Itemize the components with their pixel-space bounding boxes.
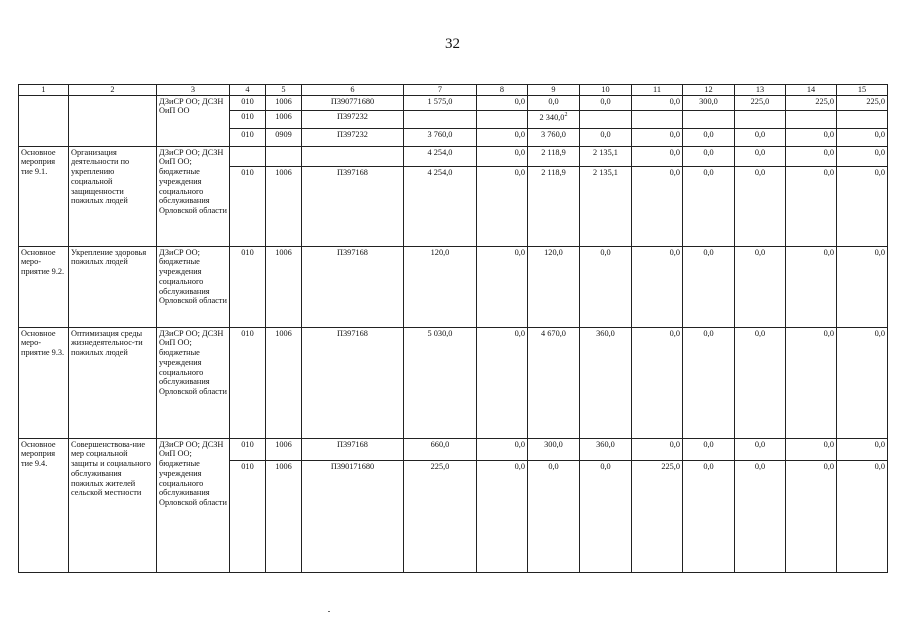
value-cell: 0,0: [735, 128, 786, 146]
executor-cell: ДЗиСР ОО; ДСЗН ОиП ОО: [157, 95, 230, 146]
rzpr-cell: 1006: [266, 166, 302, 246]
grbs-cell: 010: [230, 110, 266, 128]
value-cell: 0,0: [786, 166, 837, 246]
grbs-cell: 010: [230, 95, 266, 110]
grbs-cell: [230, 146, 266, 166]
csr-cell: [302, 146, 404, 166]
header-cell: 3: [157, 85, 230, 96]
value-cell: 0,0: [786, 128, 837, 146]
header-cell: 14: [786, 85, 837, 96]
grbs-cell: 010: [230, 438, 266, 460]
value-cell: 0,0: [683, 327, 735, 438]
header-cell: 12: [683, 85, 735, 96]
page-number: 32: [445, 36, 460, 52]
value-cell: 2 135,1: [580, 166, 632, 246]
value-cell: 0,0: [735, 327, 786, 438]
value-cell: 0,0: [477, 166, 528, 246]
value-cell: 0,0: [735, 146, 786, 166]
header-cell: 2: [69, 85, 157, 96]
value-cell: [528, 110, 580, 128]
value-cell: 3 760,0: [404, 128, 477, 146]
rzpr-cell: [266, 146, 302, 166]
measure-cell: Основное мероприя тие 9.4.: [19, 438, 69, 572]
value-cell: 0,0: [477, 128, 528, 146]
value-cell: 0,0: [477, 327, 528, 438]
rzpr-cell: 1006: [266, 110, 302, 128]
csr-cell: П397168: [302, 327, 404, 438]
value-cell: 0,0: [632, 246, 683, 327]
header-cell: 5: [266, 85, 302, 96]
header-cell: 13: [735, 85, 786, 96]
value-cell: [477, 110, 528, 128]
measure-cell: [19, 95, 69, 146]
measure-name-cell: [69, 95, 157, 146]
value-cell: 0,0: [837, 327, 888, 438]
value-cell: 0,0: [683, 128, 735, 146]
value-cell: 360,0: [580, 327, 632, 438]
value-cell: 225,0: [837, 95, 888, 110]
header-cell: 9: [528, 85, 580, 96]
value-cell: 0,0: [735, 438, 786, 460]
csr-cell: П397168: [302, 438, 404, 460]
value-cell: 0,0: [632, 95, 683, 110]
csr-cell: П390171680: [302, 460, 404, 572]
value-cell: 300,0: [528, 438, 580, 460]
measure-name-cell: Совершенствова-ние мер социальной защиты и социального обслуживания пожилых жителей сельской местности: [69, 438, 157, 572]
value-cell: [683, 110, 735, 128]
value-cell: 0,0: [632, 327, 683, 438]
header-cell: 6: [302, 85, 404, 96]
rzpr-cell: 1006: [266, 246, 302, 327]
csr-cell: П390771680: [302, 95, 404, 110]
executor-cell: ДЗиСР ОО; бюджетные учреждения социального обслуживания Орловской области: [157, 246, 230, 327]
header-cell: 10: [580, 85, 632, 96]
value-cell: 0,0: [580, 246, 632, 327]
scan-speck: [328, 611, 330, 612]
table-header-row: [19, 85, 888, 96]
value-cell: [786, 110, 837, 128]
value-cell: 0,0: [837, 128, 888, 146]
table-row: [19, 438, 888, 460]
value-cell: 0,0: [786, 146, 837, 166]
value-cell: 4 254,0: [404, 166, 477, 246]
value-cell: 0,0: [632, 438, 683, 460]
value-cell: 0,0: [735, 166, 786, 246]
grbs-cell: 010: [230, 327, 266, 438]
header-cell: 11: [632, 85, 683, 96]
measure-cell: Основное меро-приятие 9.3.: [19, 327, 69, 438]
value-cell: [735, 110, 786, 128]
csr-cell: П397168: [302, 246, 404, 327]
table-row: [19, 327, 888, 438]
value-cell: 120,0: [404, 246, 477, 327]
header-cell: 8: [477, 85, 528, 96]
executor-cell: ДЗиСР ОО; ДСЗН ОиП ОО; бюджетные учреждения социального обслуживания Орловской области: [157, 146, 230, 246]
value-cell: 0,0: [683, 460, 735, 572]
header-cell: 4: [230, 85, 266, 96]
value-cell: 0,0: [683, 166, 735, 246]
value-cell: 0,0: [580, 460, 632, 572]
value-cell: 1 575,0: [404, 95, 477, 110]
value-cell: 4 254,0: [404, 146, 477, 166]
value-cell: 3 760,0: [528, 128, 580, 146]
value-cell: 0,0: [683, 438, 735, 460]
value-cell: 0,0: [837, 246, 888, 327]
value-cell: 2 118,9: [528, 146, 580, 166]
value-cell: 225,0: [786, 95, 837, 110]
value-cell: 225,0: [404, 460, 477, 572]
header-cell: 1: [19, 85, 69, 96]
value-cell: 360,0: [580, 438, 632, 460]
value-cell: 0,0: [735, 246, 786, 327]
value-cell: 0,0: [683, 146, 735, 166]
value-cell: 0,0: [683, 246, 735, 327]
value-cell: 120,0: [528, 246, 580, 327]
value-cell: 0,0: [837, 166, 888, 246]
value-cell: 0,0: [786, 327, 837, 438]
table-row: [19, 95, 888, 110]
value-cell: 0,0: [528, 95, 580, 110]
rzpr-cell: 0909: [266, 128, 302, 146]
value-cell: 0,0: [580, 128, 632, 146]
value-cell: [632, 110, 683, 128]
csr-cell: П397168: [302, 166, 404, 246]
executor-cell: ДЗиСР ОО; ДСЗН ОиП ОО; бюджетные учреждения социального обслуживания Орловской области: [157, 327, 230, 438]
measure-name-cell: Оптимизация среды жизнедеятельнос-ти пожилых людей: [69, 327, 157, 438]
table-row: [19, 246, 888, 327]
value-cell: 0,0: [786, 246, 837, 327]
value-cell: 300,0: [683, 95, 735, 110]
value-cell: 225,0: [632, 460, 683, 572]
executor-cell: ДЗиСР ОО; ДСЗН ОиП ОО; бюджетные учреждения социального обслуживания Орловской области: [157, 438, 230, 572]
value-cell: 0,0: [735, 460, 786, 572]
footnote-mark: 2: [564, 111, 568, 118]
measure-name-cell: Организация деятельности по укреплению социальной защищенности пожилых людей: [69, 146, 157, 246]
value-cell: [580, 110, 632, 128]
csr-cell: П397232: [302, 110, 404, 128]
value-cell: 0,0: [632, 146, 683, 166]
value-cell: 0,0: [837, 460, 888, 572]
grbs-cell: 010: [230, 128, 266, 146]
header-cell: 15: [837, 85, 888, 96]
value-cell: 0,0: [632, 128, 683, 146]
value-cell: 0,0: [837, 146, 888, 166]
value-cell: 0,0: [477, 246, 528, 327]
grbs-cell: 010: [230, 166, 266, 246]
value-cell: 0,0: [580, 95, 632, 110]
value-cell: 660,0: [404, 438, 477, 460]
value-cell: 0,0: [786, 460, 837, 572]
header-cell: 7: [404, 85, 477, 96]
budget-table: [18, 84, 888, 573]
value-cell: 0,0: [786, 438, 837, 460]
measure-cell: Основное меро-приятие 9.2.: [19, 246, 69, 327]
csr-cell: П397232: [302, 128, 404, 146]
grbs-cell: 010: [230, 246, 266, 327]
value-cell: 0,0: [477, 146, 528, 166]
value-cell: 0,0: [837, 438, 888, 460]
value-cell: 0,0: [477, 438, 528, 460]
value-cell: 0,0: [632, 166, 683, 246]
value-cell: [404, 110, 477, 128]
value-cell: 4 670,0: [528, 327, 580, 438]
measure-name-cell: Укрепление здоровья пожилых людей: [69, 246, 157, 327]
value-text: 2 340,0: [539, 112, 565, 122]
value-cell: [837, 110, 888, 128]
measure-cell: Основное мероприя тие 9.1.: [19, 146, 69, 246]
rzpr-cell: 1006: [266, 95, 302, 110]
value-cell: 0,0: [528, 460, 580, 572]
value-cell: 0,0: [477, 460, 528, 572]
value-cell: 5 030,0: [404, 327, 477, 438]
value-cell: 225,0: [735, 95, 786, 110]
value-cell: 2 118,9: [528, 166, 580, 246]
rzpr-cell: 1006: [266, 327, 302, 438]
rzpr-cell: 1006: [266, 460, 302, 572]
value-cell: 0,0: [477, 95, 528, 110]
table-row: [19, 146, 888, 166]
value-cell: 2 135,1: [580, 146, 632, 166]
grbs-cell: 010: [230, 460, 266, 572]
rzpr-cell: 1006: [266, 438, 302, 460]
